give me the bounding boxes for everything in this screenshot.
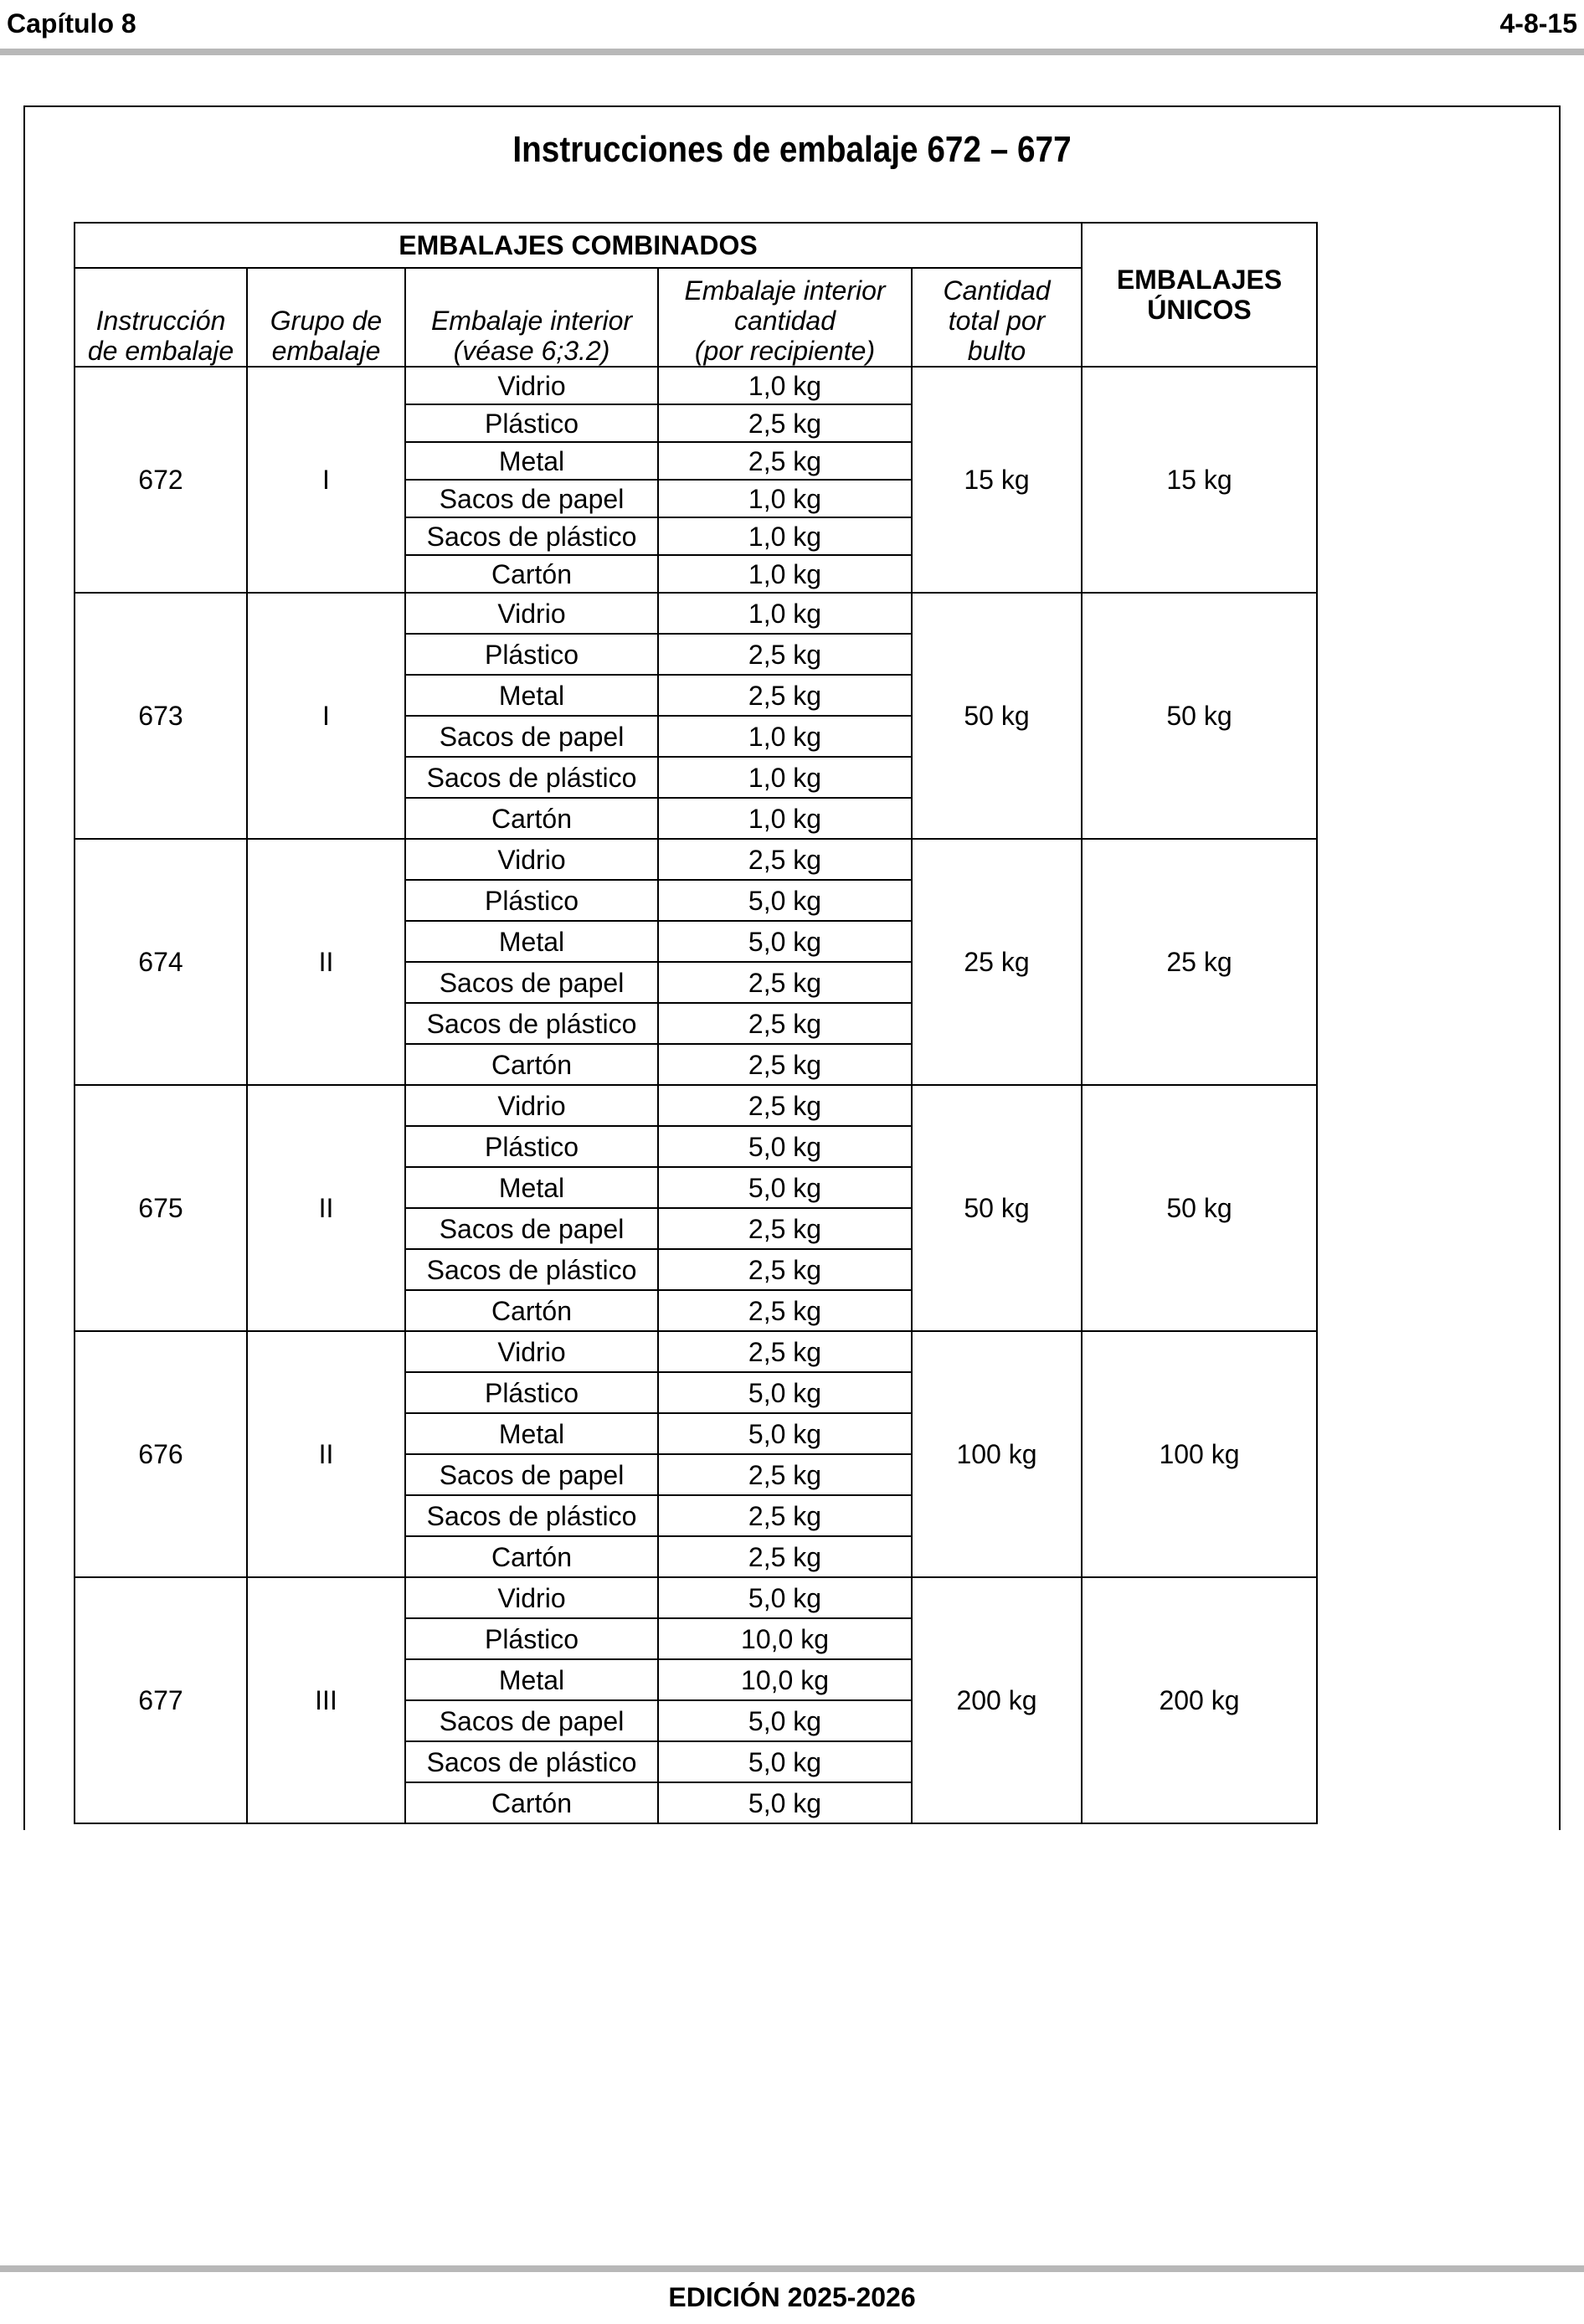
single-packagings-header: EMBALAJES ÚNICOS — [1082, 223, 1317, 367]
inner-packaging-cell: Sacos de plástico — [405, 1495, 658, 1536]
inner-packaging-cell: Metal — [405, 1167, 658, 1208]
column-header-inner-packaging: Embalaje interior (véase 6;3.2) — [405, 268, 658, 367]
packing-group-cell: II — [247, 1331, 405, 1577]
inner-packaging-cell: Metal — [405, 442, 658, 480]
inner-packaging-cell: Cartón — [405, 1536, 658, 1577]
table-row — [75, 1577, 1317, 1618]
column-header-group: Grupo de embalaje — [247, 268, 405, 367]
inner-quantity-cell: 5,0 kg — [658, 1782, 912, 1823]
inner-quantity-cell: 5,0 kg — [658, 921, 912, 962]
footer-divider — [0, 2265, 1584, 2272]
inner-packaging-cell: Sacos de papel — [405, 1700, 658, 1741]
inner-quantity-cell: 2,5 kg — [658, 675, 912, 716]
inner-quantity-cell: 1,0 kg — [658, 593, 912, 634]
inner-quantity-cell: 5,0 kg — [658, 1126, 912, 1167]
inner-quantity-cell: 1,0 kg — [658, 517, 912, 555]
inner-quantity-cell: 2,5 kg — [658, 1085, 912, 1126]
inner-packaging-cell: Cartón — [405, 1290, 658, 1331]
inner-quantity-cell: 5,0 kg — [658, 1700, 912, 1741]
inner-quantity-cell: 1,0 kg — [658, 716, 912, 757]
inner-quantity-cell: 1,0 kg — [658, 367, 912, 404]
instruction-cell: 677 — [75, 1577, 247, 1823]
inner-packaging-cell: Sacos de papel — [405, 962, 658, 1003]
inner-quantity-cell: 10,0 kg — [658, 1659, 912, 1700]
total-quantity-cell: 25 kg — [912, 839, 1082, 1085]
inner-quantity-cell: 2,5 kg — [658, 1495, 912, 1536]
total-quantity-cell: 100 kg — [912, 1331, 1082, 1577]
single-packaging-cell: 15 kg — [1082, 367, 1317, 593]
instruction-cell: 673 — [75, 593, 247, 839]
inner-quantity-cell: 2,5 kg — [658, 1249, 912, 1290]
total-quantity-cell: 50 kg — [912, 593, 1082, 839]
inner-packaging-cell: Vidrio — [405, 1331, 658, 1372]
inner-quantity-cell: 1,0 kg — [658, 757, 912, 798]
inner-packaging-cell: Sacos de plástico — [405, 757, 658, 798]
single-packaging-cell: 200 kg — [1082, 1577, 1317, 1823]
inner-packaging-cell: Plástico — [405, 404, 658, 442]
chapter-label: Capítulo 8 — [7, 8, 136, 39]
inner-quantity-cell: 2,5 kg — [658, 839, 912, 880]
inner-packaging-cell: Cartón — [405, 798, 658, 839]
header-divider — [0, 49, 1584, 55]
instruction-cell: 672 — [75, 367, 247, 593]
inner-quantity-cell: 5,0 kg — [658, 880, 912, 921]
packing-group-cell: II — [247, 1085, 405, 1331]
inner-quantity-cell: 2,5 kg — [658, 1290, 912, 1331]
inner-quantity-cell: 2,5 kg — [658, 1003, 912, 1044]
inner-packaging-cell: Vidrio — [405, 593, 658, 634]
inner-packaging-cell: Sacos de plástico — [405, 1741, 658, 1782]
inner-packaging-cell: Cartón — [405, 1782, 658, 1823]
instruction-cell: 674 — [75, 839, 247, 1085]
inner-quantity-cell: 2,5 kg — [658, 404, 912, 442]
inner-quantity-cell: 1,0 kg — [658, 480, 912, 517]
total-quantity-cell: 15 kg — [912, 367, 1082, 593]
inner-packaging-cell: Plástico — [405, 1618, 658, 1659]
inner-packaging-cell: Vidrio — [405, 367, 658, 404]
inner-packaging-cell: Vidrio — [405, 839, 658, 880]
inner-packaging-cell: Sacos de papel — [405, 1208, 658, 1249]
inner-packaging-cell: Plástico — [405, 880, 658, 921]
inner-quantity-cell: 2,5 kg — [658, 442, 912, 480]
inner-packaging-cell: Plástico — [405, 1372, 658, 1413]
inner-packaging-cell: Vidrio — [405, 1577, 658, 1618]
inner-quantity-cell: 2,5 kg — [658, 1331, 912, 1372]
packing-group-cell: III — [247, 1577, 405, 1823]
total-quantity-cell: 200 kg — [912, 1577, 1082, 1823]
page-title: Instrucciones de embalaje 672 – 677 — [512, 129, 1072, 170]
column-header-total-quantity: Cantidad total por bulto — [912, 268, 1082, 367]
table-row — [75, 367, 1317, 404]
inner-quantity-cell: 5,0 kg — [658, 1372, 912, 1413]
inner-quantity-cell: 5,0 kg — [658, 1413, 912, 1454]
inner-packaging-cell: Sacos de papel — [405, 716, 658, 757]
inner-quantity-cell: 5,0 kg — [658, 1167, 912, 1208]
inner-quantity-cell: 10,0 kg — [658, 1618, 912, 1659]
packing-group-cell: I — [247, 593, 405, 839]
page-header — [7, 5, 1577, 42]
single-packaging-cell: 25 kg — [1082, 839, 1317, 1085]
table-row — [75, 1085, 1317, 1126]
table-row — [75, 1331, 1317, 1372]
inner-packaging-cell: Metal — [405, 921, 658, 962]
inner-quantity-cell: 2,5 kg — [658, 962, 912, 1003]
packing-group-cell: I — [247, 367, 405, 593]
inner-quantity-cell: 2,5 kg — [658, 1454, 912, 1495]
inner-quantity-cell: 2,5 kg — [658, 634, 912, 675]
inner-quantity-cell: 2,5 kg — [658, 1536, 912, 1577]
instruction-cell: 676 — [75, 1331, 247, 1577]
column-header-inner-quantity: Embalaje interior cantidad (por recipiente) — [658, 268, 912, 367]
inner-quantity-cell: 1,0 kg — [658, 555, 912, 593]
inner-quantity-cell: 2,5 kg — [658, 1044, 912, 1085]
inner-packaging-cell: Sacos de papel — [405, 480, 658, 517]
inner-packaging-cell: Cartón — [405, 1044, 658, 1085]
inner-packaging-cell: Vidrio — [405, 1085, 658, 1126]
inner-packaging-cell: Sacos de plástico — [405, 1003, 658, 1044]
inner-packaging-cell: Plástico — [405, 1126, 658, 1167]
column-header-instruction: Instrucción de embalaje — [75, 268, 247, 367]
table-row — [75, 839, 1317, 880]
single-packaging-cell: 50 kg — [1082, 593, 1317, 839]
combined-packagings-header: EMBALAJES COMBINADOS — [75, 223, 1082, 268]
inner-quantity-cell: 5,0 kg — [658, 1577, 912, 1618]
inner-quantity-cell: 5,0 kg — [658, 1741, 912, 1782]
packing-instructions-table — [74, 222, 1318, 1824]
inner-packaging-cell: Plástico — [405, 634, 658, 675]
inner-packaging-cell: Sacos de papel — [405, 1454, 658, 1495]
page-number: 4-8-15 — [1499, 8, 1577, 39]
inner-packaging-cell: Metal — [405, 675, 658, 716]
edition-footer: EDICIÓN 2025-2026 — [668, 2282, 916, 2312]
single-packaging-cell: 50 kg — [1082, 1085, 1317, 1331]
inner-packaging-cell: Metal — [405, 1659, 658, 1700]
packing-group-cell: II — [247, 839, 405, 1085]
inner-packaging-cell: Sacos de plástico — [405, 1249, 658, 1290]
inner-packaging-cell: Metal — [405, 1413, 658, 1454]
inner-packaging-cell: Sacos de plástico — [405, 517, 658, 555]
inner-quantity-cell: 2,5 kg — [658, 1208, 912, 1249]
inner-packaging-cell: Cartón — [405, 555, 658, 593]
instruction-cell: 675 — [75, 1085, 247, 1331]
inner-quantity-cell: 1,0 kg — [658, 798, 912, 839]
table-row — [75, 593, 1317, 634]
single-packaging-cell: 100 kg — [1082, 1331, 1317, 1577]
total-quantity-cell: 50 kg — [912, 1085, 1082, 1331]
